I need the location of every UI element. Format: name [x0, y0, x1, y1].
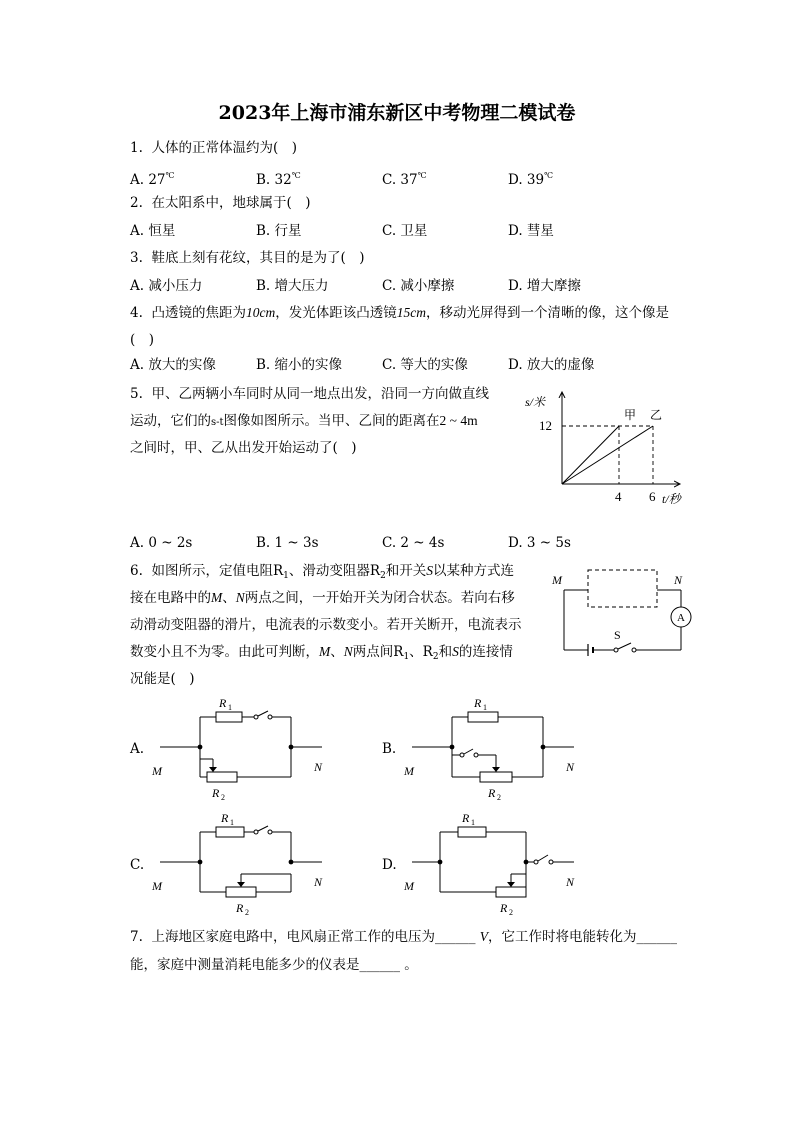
- tick-4: 4: [615, 489, 622, 504]
- svg-text:M: M: [152, 879, 162, 893]
- q2-option-a: A. 恒星: [130, 223, 176, 239]
- q4-option-d: D. 放大的虚像: [508, 357, 595, 373]
- q2-option-d: D. 彗星: [508, 223, 554, 239]
- q2-option-b: B. 行星: [256, 223, 302, 239]
- q6-option-c: C.: [130, 857, 145, 873]
- circuit-a: [150, 693, 335, 803]
- y-label: s/米: [525, 395, 546, 409]
- unknown-box: [588, 570, 657, 607]
- q6-line4: 数变小且不为零。由此可判断，M、N两点间$R_1$、$R_2$和S的连接情: [130, 644, 513, 662]
- q7-line2: 能，家庭中测量消耗电能多少的仪表是______ 。: [130, 957, 418, 973]
- q4-option-b: B. 缩小的实像: [256, 357, 343, 373]
- x-label: t/秒: [662, 492, 681, 506]
- r1: [468, 712, 498, 722]
- q4-paren: ( ): [130, 332, 155, 348]
- label-jia: 甲: [624, 408, 637, 422]
- svg-text:R: R: [462, 811, 470, 825]
- tick-12: 12: [539, 418, 552, 433]
- q5-option-c: C. 2 ~ 4s: [382, 535, 445, 551]
- svg-text:M: M: [152, 764, 162, 778]
- line-yi: [562, 426, 653, 484]
- q3-option-b: B. 增大压力: [256, 278, 329, 294]
- q6-main-circuit: [548, 566, 698, 660]
- switch-s: [618, 643, 631, 649]
- q2-option-c: C. 卫星: [382, 223, 428, 239]
- svg-text:1: 1: [483, 703, 487, 712]
- circuit-d: [402, 808, 587, 920]
- q3-option-a: A. 减小压力: [130, 278, 203, 294]
- q4-option-c: C. 等大的实像: [382, 357, 468, 373]
- svg-text:N: N: [674, 573, 683, 587]
- page-title: 2023年上海市浦东新区中考物理二模试卷: [218, 102, 576, 124]
- svg-text:R: R: [500, 901, 508, 915]
- q5-option-a: A. 0 ~ 2s: [130, 535, 193, 551]
- svg-text:N: N: [566, 875, 575, 889]
- svg-text:R: R: [488, 786, 496, 800]
- svg-text:R: R: [212, 786, 220, 800]
- q1-option-a: A. 27℃: [130, 171, 175, 188]
- svg-text:1: 1: [471, 818, 475, 827]
- q5-option-d: D. 3 ~ 5s: [508, 535, 571, 551]
- svg-text:R: R: [236, 901, 244, 915]
- q2-stem: 2. 在太阳系中，地球属于( ): [130, 195, 311, 211]
- svg-text:1: 1: [228, 703, 232, 712]
- r2: [207, 772, 237, 782]
- r1: [216, 712, 242, 722]
- svg-text:A: A: [677, 612, 685, 624]
- svg-text:S: S: [614, 628, 621, 642]
- q6-line3: 动滑动变阻器的滑片，电流表的示数变小。若开关断开，电流表示: [130, 617, 522, 633]
- q1-option-c: C. 37℃: [382, 171, 427, 188]
- svg-text:2: 2: [497, 793, 501, 802]
- q3-option-d: D. 增大摩擦: [508, 278, 581, 294]
- q5-line1: 5. 甲、乙两辆小车同时从同一地点出发，沿同一方向做直线: [130, 386, 489, 402]
- q5-option-b: B. 1 ~ 3s: [256, 535, 319, 551]
- svg-text:R: R: [474, 696, 482, 710]
- switch: [258, 826, 268, 831]
- tick-6: 6: [649, 489, 656, 504]
- q6-option-a: A.: [130, 741, 145, 757]
- q6-option-b: B.: [382, 741, 397, 757]
- q5-line2: 运动，它们的s-t图像如图所示。当甲、乙间的距离在2 ~ 4m: [130, 413, 478, 429]
- r2: [496, 887, 526, 897]
- q1-stem: 1. 人体的正常体温约为( ): [130, 140, 298, 156]
- svg-text:N: N: [314, 760, 323, 774]
- q6-line2: 接在电路中的M、N两点之间，一开始开关为闭合状态。若向右移: [130, 590, 515, 606]
- label-yi: 乙: [650, 408, 663, 422]
- svg-text:N: N: [566, 760, 575, 774]
- q4-option-a: A. 放大的实像: [130, 357, 216, 373]
- q7-line1: 7. 上海地区家庭电路中，电风扇正常工作的电压为______ V，它工作时将电能转化为______: [130, 929, 678, 945]
- q1-option-b: B. 32℃: [256, 171, 301, 188]
- svg-text:M: M: [552, 573, 562, 587]
- circuit-c: [150, 808, 335, 920]
- r2: [226, 887, 256, 897]
- svg-text:2: 2: [509, 908, 513, 917]
- svg-text:M: M: [404, 879, 414, 893]
- q4-stem: 4. 凸透镜的焦距为10cm，发光体距该凸透镜15cm，移动光屏得到一个清晰的像，这个像是: [130, 305, 669, 321]
- r1: [216, 827, 244, 837]
- svg-text:R: R: [221, 811, 229, 825]
- switch: [464, 749, 473, 754]
- svg-text:1: 1: [230, 818, 234, 827]
- r2: [480, 772, 512, 782]
- svg-text:M: M: [404, 764, 414, 778]
- q6-line5: 况能是( ): [130, 671, 195, 687]
- line-jia: [562, 426, 619, 484]
- svg-text:2: 2: [221, 793, 225, 802]
- q1-option-d: D. 39℃: [508, 171, 554, 188]
- q5-line3: 之间时，甲、乙从出发开始运动了( ): [130, 440, 357, 456]
- q3-option-c: C. 减小摩擦: [382, 278, 455, 294]
- svg-text:R: R: [219, 696, 227, 710]
- r1: [458, 827, 486, 837]
- st-graph: [520, 386, 700, 511]
- svg-text:2: 2: [245, 908, 249, 917]
- svg-text:N: N: [314, 875, 323, 889]
- switch: [538, 855, 548, 861]
- q6-line1: 6. 如图所示，定值电阻$R_1$、滑动变阻器$R_2$和开关S以某种方式连: [130, 563, 515, 581]
- switch: [258, 711, 268, 716]
- circuit-b: [402, 693, 587, 803]
- q3-stem: 3. 鞋底上刻有花纹，其目的是为了( ): [130, 250, 365, 266]
- q6-option-d: D.: [382, 857, 397, 873]
